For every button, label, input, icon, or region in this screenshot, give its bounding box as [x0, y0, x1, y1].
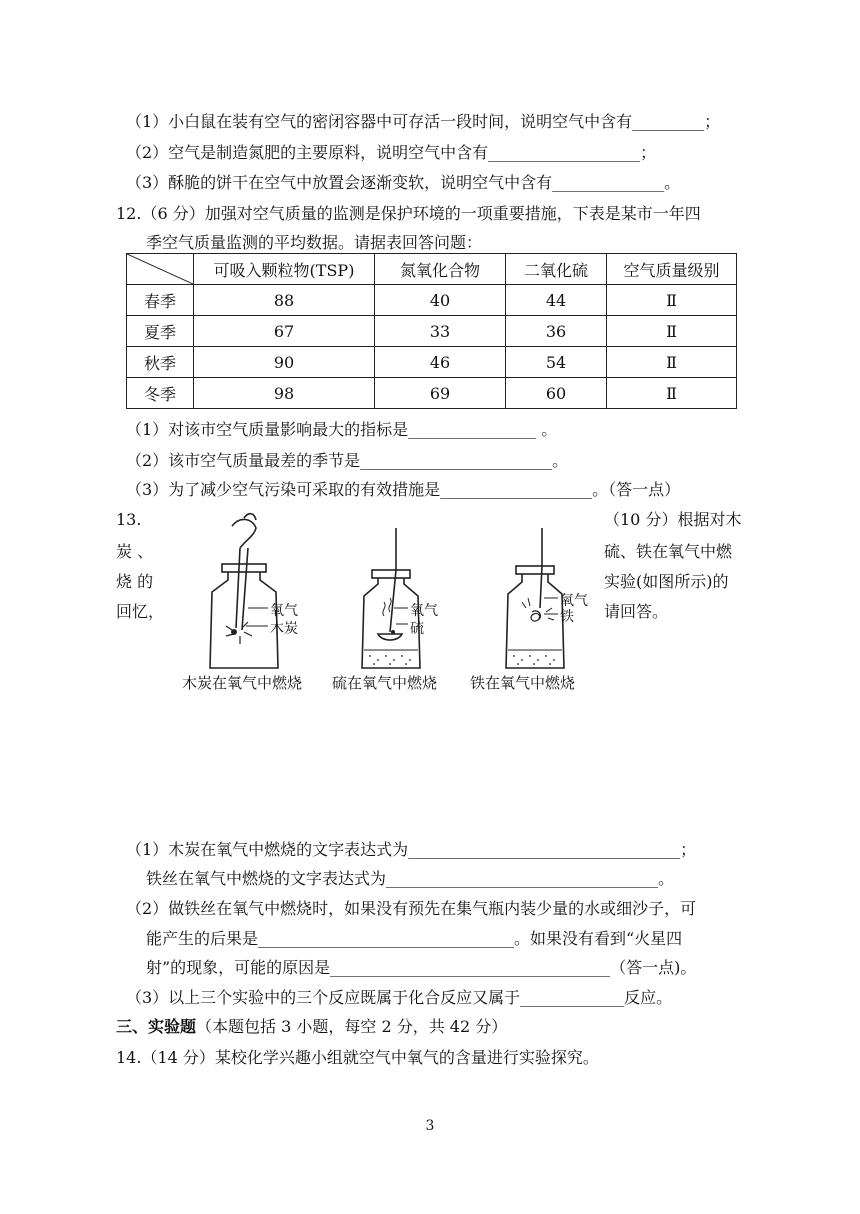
- q13-left-text: 炭 、: [116, 542, 154, 561]
- caption-iron: 铁在氧气中燃烧: [470, 674, 576, 692]
- col-header-nox: 氮氧化合物: [375, 254, 506, 285]
- value-cell: 90: [194, 347, 375, 378]
- label-charcoal: 木炭: [270, 621, 298, 637]
- value-cell: 40: [375, 285, 506, 316]
- q13-left-text: 回忆，: [116, 602, 165, 621]
- q11-part1: （1）小白鼠在装有空气的密闭容器中可存活一段时间，说明空气中含有_________；: [126, 112, 721, 131]
- q13-part2c: 射”的现象，可能的原因是___________________________________（答一点)。: [146, 958, 697, 977]
- table-row: [127, 285, 737, 316]
- q13-right-text: （10 分）根据对木: [604, 510, 742, 529]
- q13-left-text: 烧 的: [116, 572, 154, 591]
- q13-right-text: 请回答。: [604, 602, 669, 621]
- section-title: 三、实验题: [116, 1017, 197, 1036]
- value-cell: 46: [375, 347, 506, 378]
- grade-cell: Ⅱ: [607, 347, 737, 378]
- table-header-row: [127, 254, 737, 285]
- q13-part2b: 能产生的后果是________________________________。如果没有看到“火星四: [146, 929, 683, 948]
- q12-part2: （2）该市空气质量最差的季节是________________________。: [126, 451, 569, 470]
- q12-stem-line1: 12.（6 分）加强对空气质量的监测是保护环境的一项重要措施，下表是某市一年四: [116, 204, 701, 223]
- label-sulfur: 硫: [410, 621, 424, 637]
- section-heading: [116, 1017, 507, 1037]
- caption-sulfur: 硫在氧气中燃烧: [332, 674, 438, 692]
- q13-right-text: 实验(如图所示)的: [604, 572, 729, 591]
- label-oxygen: 氧气: [410, 603, 438, 619]
- q12-part3: （3）为了减少空气污染可采取的有效措施是___________________。（答一点）: [126, 480, 681, 499]
- value-cell: 67: [194, 316, 375, 347]
- grade-cell: Ⅱ: [607, 316, 737, 347]
- season-cell: 春季: [127, 285, 194, 316]
- combustion-experiments-figure: [170, 508, 590, 703]
- col-header-so2: 二氧化硫: [506, 254, 607, 285]
- season-cell: 冬季: [127, 378, 194, 409]
- value-cell: 54: [506, 347, 607, 378]
- q13-right-text: 硫、铁在氧气中燃: [604, 542, 733, 561]
- q13-number: 13.: [116, 510, 142, 529]
- q13-part2a: （2）做铁丝在氧气中燃烧时，如果没有预先在集气瓶内装少量的水或细沙子，可: [126, 899, 697, 918]
- q13-part1b: 铁丝在氧气中燃烧的文字表达式为__________________________________。: [146, 869, 675, 888]
- q11-part2: （2）空气是制造氮肥的主要原料，说明空气中含有___________________；: [126, 143, 657, 162]
- q12-part1: （1）对该市空气质量影响最大的指标是________________ 。: [126, 420, 558, 439]
- q12-stem-line2: 季空气质量监测的平均数据。请据表回答问题：: [146, 233, 483, 252]
- diagonal-corner-cell: [127, 254, 194, 285]
- table-row: [127, 347, 737, 378]
- grade-cell: Ⅱ: [607, 285, 737, 316]
- value-cell: 44: [506, 285, 607, 316]
- q14-stem: 14.（14 分）某校化学兴趣小组就空气中氧气的含量进行实验探究。: [116, 1048, 599, 1067]
- value-cell: 36: [506, 316, 607, 347]
- value-cell: 33: [375, 316, 506, 347]
- col-header-grade: 空气质量级别: [607, 254, 737, 285]
- table-row: [127, 316, 737, 347]
- caption-charcoal: 木炭在氧气中燃烧: [182, 674, 303, 692]
- label-oxygen: 氧气: [560, 593, 588, 609]
- page-number: 3: [425, 1118, 435, 1134]
- table-row: [127, 378, 737, 409]
- value-cell: 88: [194, 285, 375, 316]
- q13-part1a: （1）木炭在氧气中燃烧的文字表达式为__________________________________；: [126, 840, 697, 859]
- q11-part3: （3）酥脆的饼干在空气中放置会逐渐变软，说明空气中含有______________。: [126, 173, 681, 192]
- label-oxygen: 氧气: [270, 603, 298, 619]
- value-cell: 69: [375, 378, 506, 409]
- section-note: （本题包括 3 小题，每空 2 分，共 42 分）: [196, 1017, 508, 1036]
- col-header-tsp: 可吸入颗粒物(TSP): [194, 254, 375, 285]
- value-cell: 60: [506, 378, 607, 409]
- grade-cell: Ⅱ: [607, 378, 737, 409]
- season-cell: 秋季: [127, 347, 194, 378]
- season-cell: 夏季: [127, 316, 194, 347]
- label-iron: 铁: [560, 609, 574, 625]
- value-cell: 98: [194, 378, 375, 409]
- air-quality-table: [126, 253, 737, 409]
- q13-part3: （3）以上三个实验中的三个反应既属于化合反应又属于_____________反应。: [126, 988, 673, 1007]
